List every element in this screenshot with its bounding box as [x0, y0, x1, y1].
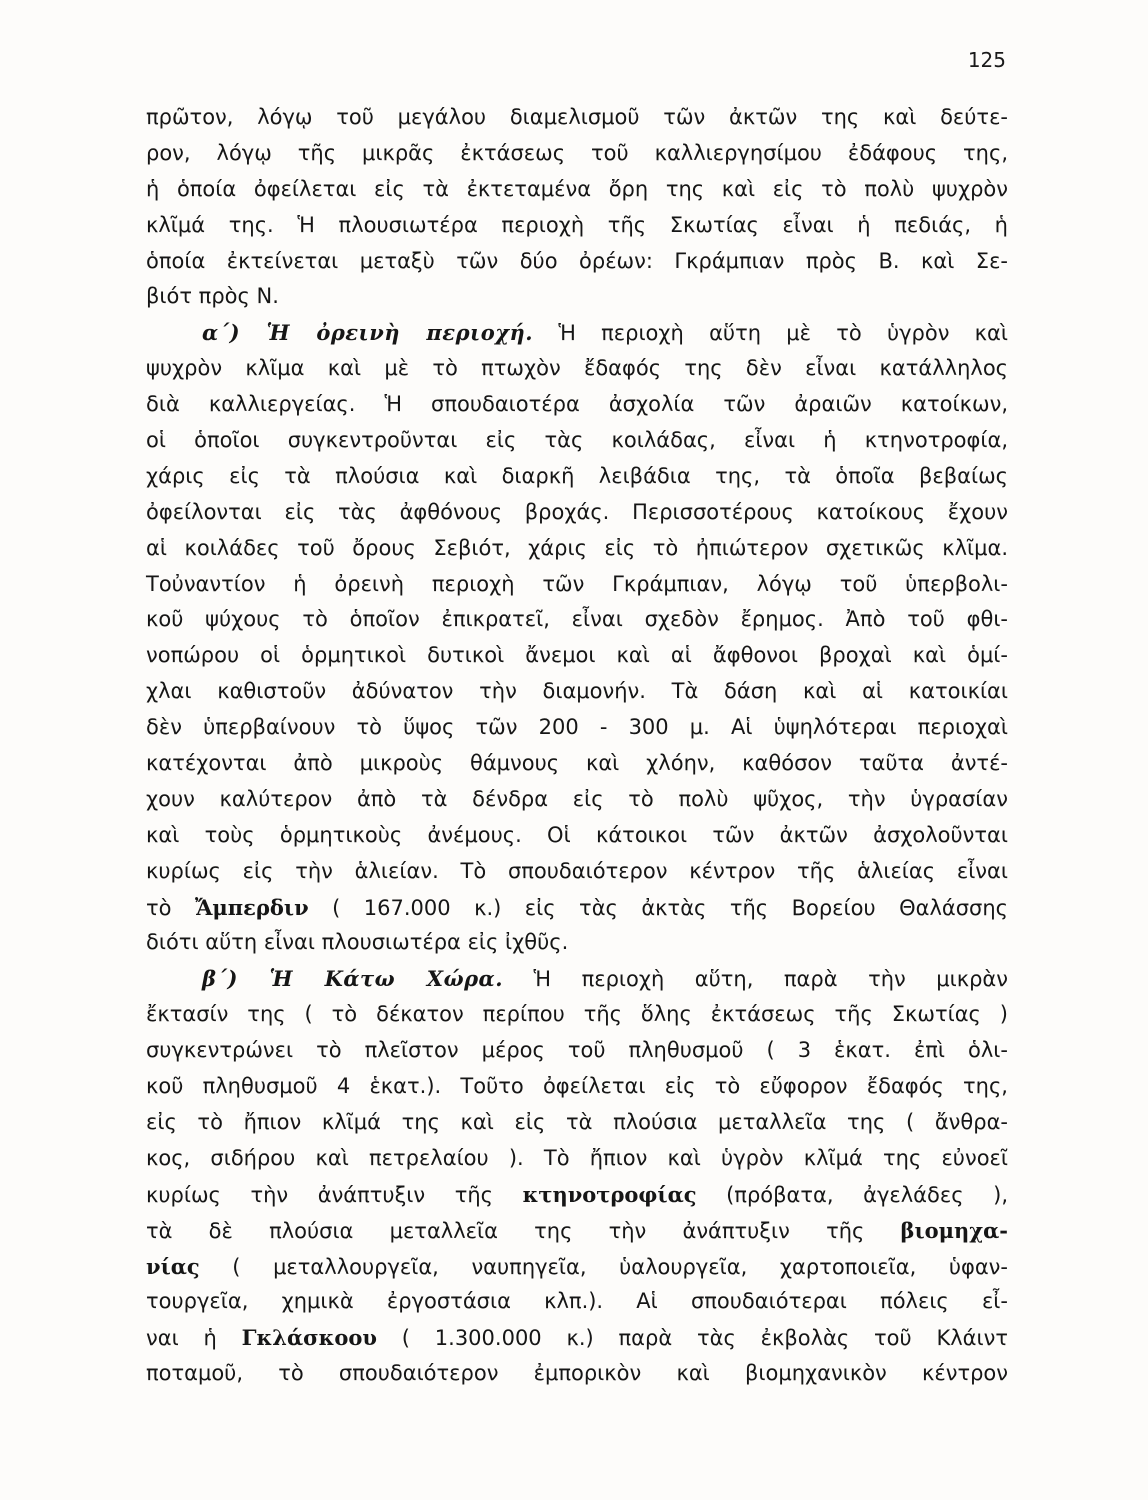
- text-line: [146, 1213, 1008, 1249]
- text-line: ἔκτασίν της ( τὸ δέκατον περίπου τῆς ὅλης ἐκτάσεως τῆς Σκωτίας ): [146, 1002, 1008, 1027]
- text-line: οἱ ὁποῖοι συγκεντροῦνται εἰς τὰς κοιλάδας, εἶναι ἡ κτηνοτροφία,: [146, 428, 1008, 453]
- text-line: ρον, λόγῳ τῆς μικρᾶς ἐκτάσεως τοῦ καλλιεργησίμου ἐδάφους της,: [146, 140, 1008, 165]
- city-aberdeen: Ἄμπερδιν: [194, 894, 309, 920]
- text-line: χάρις εἰς τὰ πλούσια καὶ διαρκῆ λειβάδια της, τὰ ὁποῖα βεβαίως: [146, 463, 1008, 488]
- text-line: κλῖμά της. Ἡ πλουσιωτέρα περιοχὴ τῆς Σκωτίας εἶναι ἡ πεδιάς, ἡ: [146, 212, 1008, 237]
- text-line: νοπώρου οἱ ὁρμητικοὶ δυτικοὶ ἄνεμοι καὶ αἱ ἄφθονοι βροχαὶ καὶ ὁμί-: [146, 643, 1008, 668]
- text-line: δὲν ὑπερβαίνουν τὸ ὕψος τῶν 200 - 300 μ. Αἱ ὑψηλότεραι περιοχαὶ: [146, 715, 1008, 740]
- text-line: [146, 1249, 1008, 1285]
- text-line: χουν καλύτερον ἀπὸ τὰ δένδρα εἰς τὸ πολὺ ψῦχος, τὴν ὑγρασίαν: [146, 786, 1008, 811]
- text-line: τουργεῖα, χημικὰ ἐργοστάσια κλπ.). Αἱ σπουδαιότεραι πόλεις εἶ-: [146, 1289, 1008, 1314]
- text-line: κοῦ πληθυσμοῦ 4 ἑκατ.). Τοῦτο ὀφείλεται εἰς τὸ εὔφορον ἔδαφός της,: [146, 1074, 1008, 1099]
- text-line: Τοὐναντίον ἡ ὀρεινὴ περιοχὴ τῶν Γκράμπιαν, λόγῳ τοῦ ὑπερβολι-: [146, 571, 1008, 596]
- text-line: ποταμοῦ, τὸ σπουδαιότερον ἐμπορικὸν καὶ βιομηχανικὸν κέντρον: [146, 1361, 1008, 1386]
- text-span: τὰ δὲ πλούσια μεταλλεῖα της τὴν ἀνάπτυξιν τῆς: [146, 1218, 901, 1243]
- text-line: κατέχονται ἀπὸ μικροὺς θάμνους καὶ χλόην, καθόσον ταῦτα ἀντέ-: [146, 751, 1008, 776]
- text-span: Ἡ περιοχὴ αὕτη, παρὰ τὴν μικρὰν: [503, 967, 1008, 992]
- text-span: ( 1.300.000 κ.) παρὰ τὰς ἐκβολὰς τοῦ Κλάιντ: [376, 1326, 1008, 1351]
- section-heading-line: [146, 315, 1008, 351]
- term-industry-cont: νίας: [146, 1253, 200, 1279]
- body-text: [146, 100, 1008, 1392]
- term-livestock: κτηνοτροφίας: [522, 1181, 697, 1207]
- text-line: [146, 890, 1008, 926]
- text-span: ( μεταλλουργεῖα, ναυπηγεῖα, ὑαλουργεῖα, χαρτοποιεῖα, ὑφαν-: [199, 1254, 1008, 1279]
- text-line: χλαι καθιστοῦν ἀδύνατον τὴν διαμονήν. Τὰ δάση καὶ αἱ κατοικίαι: [146, 679, 1008, 704]
- text-line: κοῦ ψύχους τὸ ὁποῖον ἐπικρατεῖ, εἶναι σχεδὸν ἔρημος. Ἀπὸ τοῦ φθι-: [146, 607, 1008, 632]
- text-line: ὀφείλονται εἰς τὰς ἀφθόνους βροχάς. Περισσοτέρους κατοίκους ἔχουν: [146, 499, 1008, 524]
- term-industry: βιομηχα-: [900, 1217, 1008, 1243]
- text-line: κος, σιδήρου καὶ πετρελαίου ). Τὸ ἤπιον καὶ ὑγρὸν κλῖμά της εὐνοεῖ: [146, 1145, 1008, 1170]
- text-line: διὰ καλλιεργείας. Ἡ σπουδαιοτέρα ἀσχολία τῶν ἀραιῶν κατοίκων,: [146, 392, 1008, 417]
- text-span: τὸ: [146, 895, 195, 920]
- text-line: [146, 1320, 1008, 1356]
- text-span: (πρόβατα, ἀγελάδες ),: [696, 1182, 1009, 1207]
- text-line: ὁποία ἐκτείνεται μεταξὺ τῶν δύο ὀρέων: Γκράμπιαν πρὸς Β. καὶ Σε-: [146, 248, 1008, 273]
- text-span: ναι ἡ: [146, 1326, 242, 1351]
- section-heading-lowlands: β΄) Ἡ Κάτω Χώρα.: [202, 966, 504, 992]
- text-span: Ἡ περιοχὴ αὕτη μὲ τὸ ὑγρὸν καὶ: [533, 321, 1008, 346]
- text-span: κυρίως τὴν ἀνάπτυξιν τῆς: [146, 1182, 523, 1207]
- section-heading-line: [146, 961, 1008, 997]
- text-line: καὶ τοὺς ὁρμητικοὺς ἀνέμους. Οἱ κάτοικοι τῶν ἀκτῶν ἀσχολοῦνται: [146, 822, 1008, 847]
- city-glasgow: Γκλάσκοου: [241, 1325, 377, 1351]
- text-span: ( 167.000 κ.) εἰς τὰς ἀκτὰς τῆς Βορείου Θαλάσσης: [308, 895, 1008, 920]
- text-line: [146, 1177, 1008, 1213]
- text-line: ψυχρὸν κλῖμα καὶ μὲ τὸ πτωχὸν ἔδαφός της δὲν εἶναι κατάλληλος: [146, 356, 1008, 381]
- text-line: διότι αὕτη εἶναι πλουσιωτέρα εἰς ἰχθῦς.: [146, 930, 569, 955]
- text-line: συγκεντρώνει τὸ πλεῖστον μέρος τοῦ πληθυσμοῦ ( 3 ἑκατ. ἐπὶ ὁλι-: [146, 1038, 1008, 1063]
- text-line: βιότ πρὸς Ν.: [146, 284, 279, 309]
- text-line: αἱ κοιλάδες τοῦ ὄρους Σεβιότ, χάρις εἰς τὸ ἠπιώτερον σχετικῶς κλῖμα.: [146, 535, 1008, 560]
- page-number: 125: [967, 48, 1006, 72]
- text-line: ἡ ὁποία ὀφείλεται εἰς τὰ ἐκτεταμένα ὄρη της καὶ εἰς τὸ πολὺ ψυχρὸν: [146, 176, 1008, 201]
- text-line: εἰς τὸ ἤπιον κλῖμά της καὶ εἰς τὰ πλούσια μεταλλεῖα της ( ἄνθρα-: [146, 1109, 1008, 1134]
- text-line: πρῶτον, λόγῳ τοῦ μεγάλου διαμελισμοῦ τῶν ἀκτῶν της καὶ δεύτε-: [146, 105, 1008, 129]
- section-heading-mountain-region: α΄) Ἡ ὀρεινὴ περιοχή.: [202, 320, 534, 346]
- text-line: κυρίως εἰς τὴν ἁλιείαν. Τὸ σπουδαιότερον κέντρον τῆς ἁλιείας εἶναι: [146, 858, 1008, 883]
